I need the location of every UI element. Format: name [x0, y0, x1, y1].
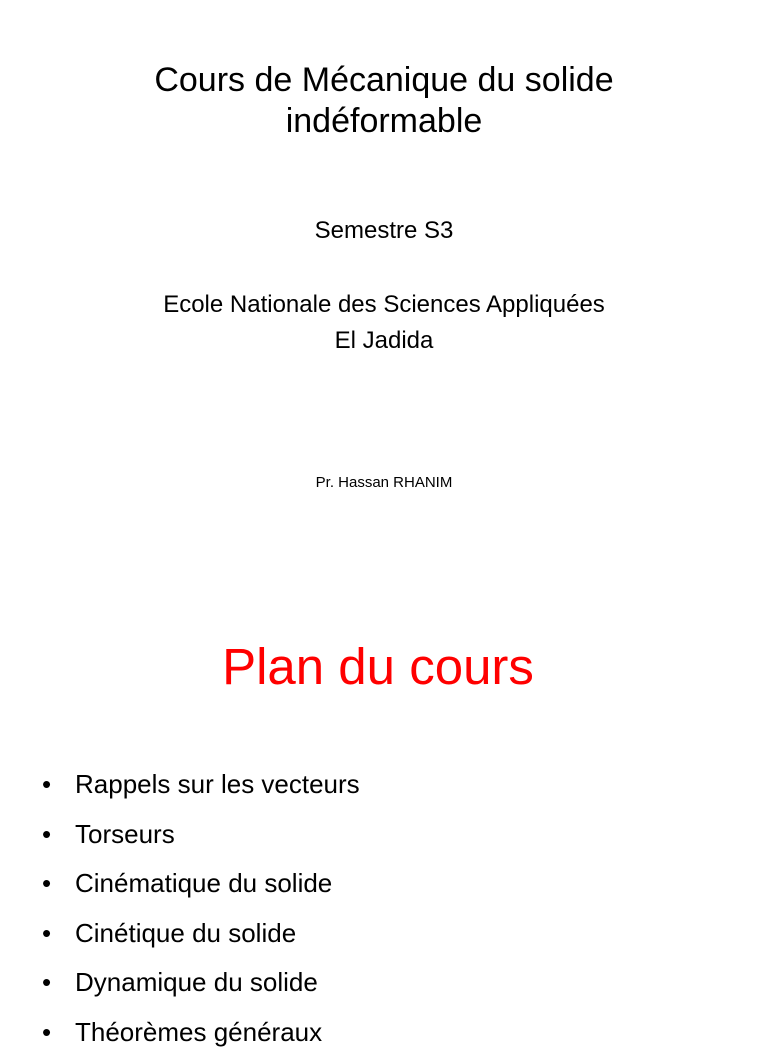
plan-item-text: Dynamique du solide — [75, 967, 318, 997]
author-name: Pr. Hassan RHANIM — [0, 474, 768, 492]
plan-item — [42, 760, 360, 810]
school-name — [0, 287, 768, 359]
bullet-icon: • — [42, 859, 62, 909]
school-name-line-1: Ecole Nationale des Sciences Appliquées — [0, 287, 768, 323]
plan-item-text: Cinétique du solide — [75, 918, 296, 948]
plan-item-text: Torseurs — [75, 819, 175, 849]
course-title — [0, 60, 768, 142]
plan-item — [42, 859, 360, 909]
course-title-line-2: indéformable — [0, 101, 768, 142]
plan-list — [42, 760, 360, 1057]
bullet-icon: • — [42, 958, 62, 1008]
bullet-icon: • — [42, 810, 62, 860]
plan-item-text: Rappels sur les vecteurs — [75, 769, 360, 799]
plan-item — [42, 909, 360, 959]
plan-item — [42, 810, 360, 860]
semester-label: Semestre S3 — [0, 216, 768, 246]
bullet-icon: • — [42, 1008, 62, 1057]
plan-item — [42, 1008, 360, 1057]
plan-item-text: Cinématique du solide — [75, 868, 332, 898]
plan-item — [42, 958, 360, 1008]
plan-item-text: Théorèmes généraux — [75, 1017, 322, 1047]
slide-course-plan — [0, 576, 768, 1024]
bullet-icon: • — [42, 760, 62, 810]
bullet-icon: • — [42, 909, 62, 959]
school-name-line-2: El Jadida — [0, 323, 768, 359]
plan-title: Plan du cours — [0, 636, 756, 698]
course-title-line-1: Cours de Mécanique du solide — [0, 60, 768, 101]
